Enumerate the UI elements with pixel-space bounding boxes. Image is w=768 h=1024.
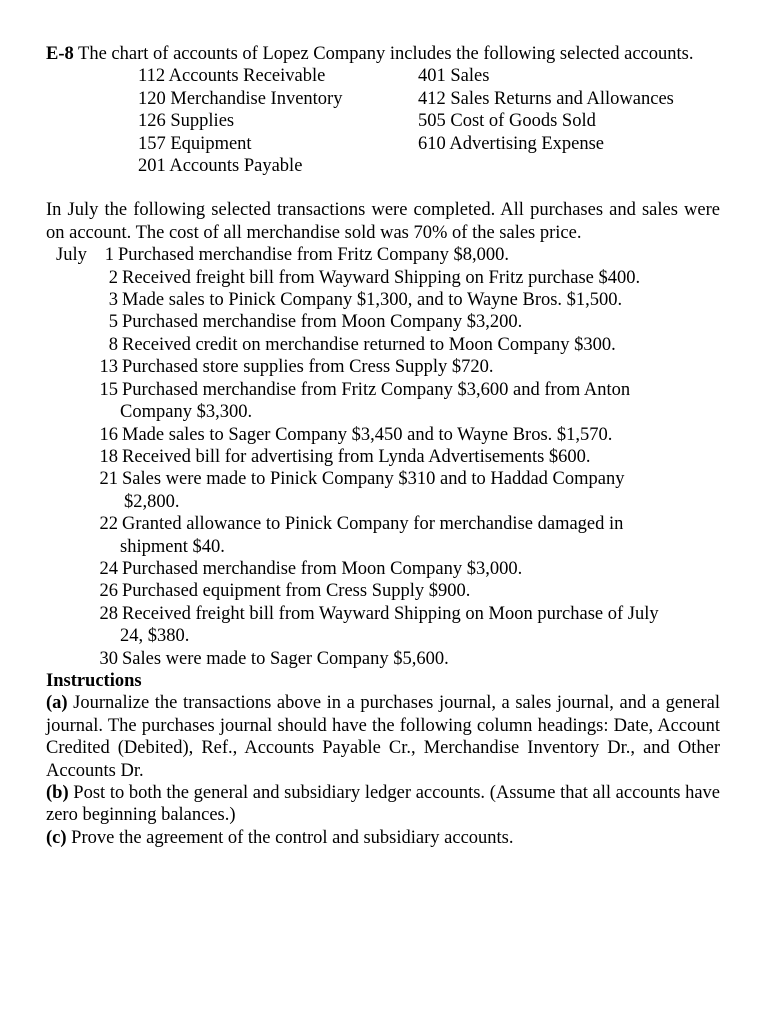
- transactions-intro: In July the following selected transactions were completed. All purchases and sales were on account. The cost of all merchandise sold was 70% of the sales price.: [46, 200, 720, 243]
- account-item: 412 Sales Returns and Allowances: [418, 88, 674, 109]
- transaction-description: Purchased store supplies from Cress Supply $720.: [122, 357, 494, 378]
- day-number: 24: [99, 558, 118, 579]
- transaction-row: [46, 446, 720, 468]
- day-number: 15: [99, 379, 118, 400]
- transaction-row: [46, 356, 720, 378]
- account-item: 201 Accounts Payable: [138, 156, 303, 177]
- exercise-intro-text: The chart of accounts of Lopez Company includes the following selected accounts.: [78, 44, 694, 64]
- transaction-description: Sales were made to Sager Company $5,600.: [122, 648, 449, 669]
- transaction-description: Purchased merchandise from Moon Company $3,000.: [122, 558, 523, 579]
- transaction-row: [46, 289, 720, 311]
- day-number: 8: [108, 334, 118, 355]
- account-item: 126 Supplies: [138, 111, 235, 132]
- transaction-row: [46, 513, 720, 535]
- exercise-intro: [46, 43, 720, 65]
- transaction-row: [46, 603, 720, 625]
- transaction-row: [46, 244, 720, 266]
- transaction-description: Purchased equipment from Cress Supply $900.: [122, 581, 471, 602]
- instructions-heading: Instructions: [46, 670, 142, 691]
- instruction-label: (c): [46, 827, 67, 848]
- day-number: 13: [99, 357, 118, 378]
- transaction-continuation: shipment $40.: [120, 536, 225, 557]
- account-item: 401 Sales: [418, 66, 490, 87]
- exercise-id: E-8: [46, 44, 74, 64]
- day-number: 1: [104, 245, 114, 266]
- instruction-item-a: [46, 692, 720, 782]
- transaction-row: [46, 311, 720, 333]
- day-number: 21: [99, 469, 118, 490]
- transaction-description: Received bill for advertising from Lynda Advertisements $600.: [122, 446, 591, 467]
- day-number: 18: [99, 446, 118, 467]
- instruction-text: Prove the agreement of the control and subsidiary accounts.: [71, 827, 514, 848]
- transaction-description: Purchased merchandise from Moon Company $3,200.: [122, 312, 523, 333]
- transaction-description: Received credit on merchandise returned to Moon Company $300.: [122, 334, 616, 355]
- transaction-row: [46, 334, 720, 356]
- transaction-list: [46, 244, 720, 670]
- transaction-description: Sales were made to Pinick Company $310 and to Haddad Company: [122, 469, 625, 490]
- transaction-description: Received freight bill from Wayward Shipping on Moon purchase of July: [122, 603, 659, 624]
- transaction-row: [46, 379, 720, 401]
- month-label: July: [56, 245, 87, 266]
- day-number: 26: [99, 581, 118, 602]
- transaction-row: [46, 468, 720, 490]
- transaction-row: [46, 267, 720, 289]
- chart-of-accounts: [138, 65, 720, 177]
- exercise-document: [46, 43, 720, 849]
- transaction-description: Made sales to Pinick Company $1,300, and to Wayne Bros. $1,500.: [122, 290, 623, 311]
- instruction-item-b: [46, 782, 720, 827]
- account-item: 112 Accounts Receivable: [138, 66, 326, 87]
- day-number: 30: [99, 648, 118, 669]
- transaction-description: Received freight bill from Wayward Shipping on Fritz purchase $400.: [122, 267, 641, 288]
- transaction-description: Made sales to Sager Company $3,450 and to Wayne Bros. $1,570.: [122, 424, 613, 445]
- transaction-row: [46, 424, 720, 446]
- instruction-text: Post to both the general and subsidiary ledger accounts. (Assume that all accounts have zero beginning balances.): [46, 783, 720, 826]
- accounts-column-right: [418, 65, 718, 177]
- account-item: 157 Equipment: [138, 133, 252, 154]
- transaction-date: [46, 244, 118, 266]
- account-item: 610 Advertising Expense: [418, 133, 605, 154]
- transaction-row: [46, 558, 720, 580]
- day-number: 5: [108, 312, 118, 333]
- day-number: 3: [108, 290, 118, 311]
- day-number: 2: [108, 267, 118, 288]
- instruction-text: Journalize the transactions above in a purchases journal, a sales journal, and a general journal. The purchases journal should have the following column headings: Date, Account Credited (Debited), Ref., Accounts Payable Cr., Merchandise Inventory Dr., and Other Accounts Dr.: [46, 693, 721, 781]
- transaction-description: Granted allowance to Pinick Company for merchandise damaged in: [122, 514, 624, 535]
- transaction-description: Purchased merchandise from Fritz Company $8,000.: [118, 245, 509, 266]
- transaction-row: [46, 580, 720, 602]
- transaction-continuation: 24, $380.: [120, 626, 190, 647]
- account-item: 120 Merchandise Inventory: [138, 88, 343, 109]
- day-number: 16: [99, 424, 118, 445]
- instruction-label: (b): [46, 783, 69, 803]
- transaction-continuation: $2,800.: [124, 491, 180, 512]
- transaction-row: [46, 648, 720, 670]
- day-number: 22: [99, 514, 118, 535]
- transaction-description: Purchased merchandise from Fritz Company $3,600 and from Anton: [122, 379, 631, 400]
- account-item: 505 Cost of Goods Sold: [418, 111, 596, 132]
- day-number: 28: [99, 603, 118, 624]
- transaction-continuation: Company $3,300.: [120, 402, 253, 423]
- accounts-column-left: [138, 65, 418, 177]
- instruction-item-c: [46, 827, 720, 849]
- instruction-label: (a): [46, 693, 68, 714]
